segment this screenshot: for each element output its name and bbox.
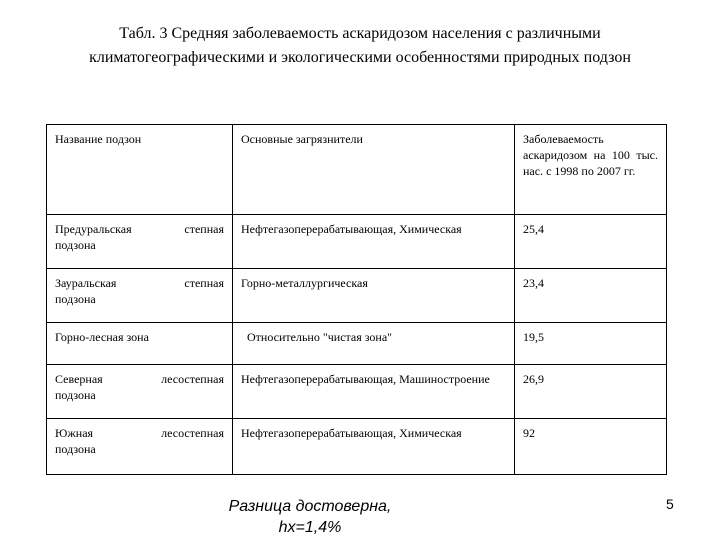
pollutants-cell: Нефтегазоперерабатывающая, Химическая — [233, 419, 515, 475]
zone-suffix: подзона — [55, 238, 96, 252]
morbidity-table — [46, 124, 667, 475]
zone-name: Южная — [55, 426, 94, 440]
pollutants-cell: Относительно "чистая зона" — [233, 323, 515, 365]
pollutants-cell: Нефтегазоперерабатывающая, Химическая — [233, 215, 515, 269]
zone-cell — [47, 215, 233, 269]
significance-note — [205, 496, 415, 538]
table-row — [47, 419, 667, 475]
morbidity-value: 19,5 — [515, 323, 667, 365]
header-zone: Название подзон — [47, 125, 233, 215]
zone-cell — [47, 365, 233, 419]
table-header-row — [47, 125, 667, 215]
zone-type: лесостепная — [161, 372, 224, 386]
zone-cell — [47, 269, 233, 323]
zone-type: степная — [184, 222, 224, 236]
zone-suffix: подзона — [55, 292, 96, 306]
zone-type: степная — [184, 276, 224, 290]
table-row — [47, 269, 667, 323]
header-morbidity: Заболеваемость аскаридозом на 100 тыс. нас. с 1998 по 2007 гг. — [515, 125, 667, 215]
table-row — [47, 365, 667, 419]
table-title: Табл. 3 Средняя заболеваемость аскаридозом населения с различными климатогеографическими и экологическими особенностями природных подзон — [89, 25, 631, 66]
morbidity-value: 23,4 — [515, 269, 667, 323]
significance-note-line2: hx=1,4% — [278, 519, 342, 536]
morbidity-value: 26,9 — [515, 365, 667, 419]
header-pollutants: Основные загрязнители — [233, 125, 515, 215]
zone-name: Зауральская — [55, 276, 117, 290]
zone-name: Предуральская — [55, 222, 132, 236]
pollutants-cell: Горно-металлургическая — [233, 269, 515, 323]
zone-cell — [47, 419, 233, 475]
zone-suffix: подзона — [55, 442, 96, 456]
pollutants-cell: Нефтегазоперерабатывающая, Машиностроение — [233, 365, 515, 419]
morbidity-value: 25,4 — [515, 215, 667, 269]
significance-note-line1: Разница достоверна, — [228, 498, 392, 515]
zone-name: Северная — [55, 372, 103, 386]
zone-type: лесостепная — [161, 426, 224, 440]
page-number: 5 — [666, 496, 674, 512]
table-row — [47, 215, 667, 269]
zone-suffix: подзона — [55, 388, 96, 402]
morbidity-value: 92 — [515, 419, 667, 475]
zone-cell: Горно-лесная зона — [47, 323, 233, 365]
table-row — [47, 323, 667, 365]
